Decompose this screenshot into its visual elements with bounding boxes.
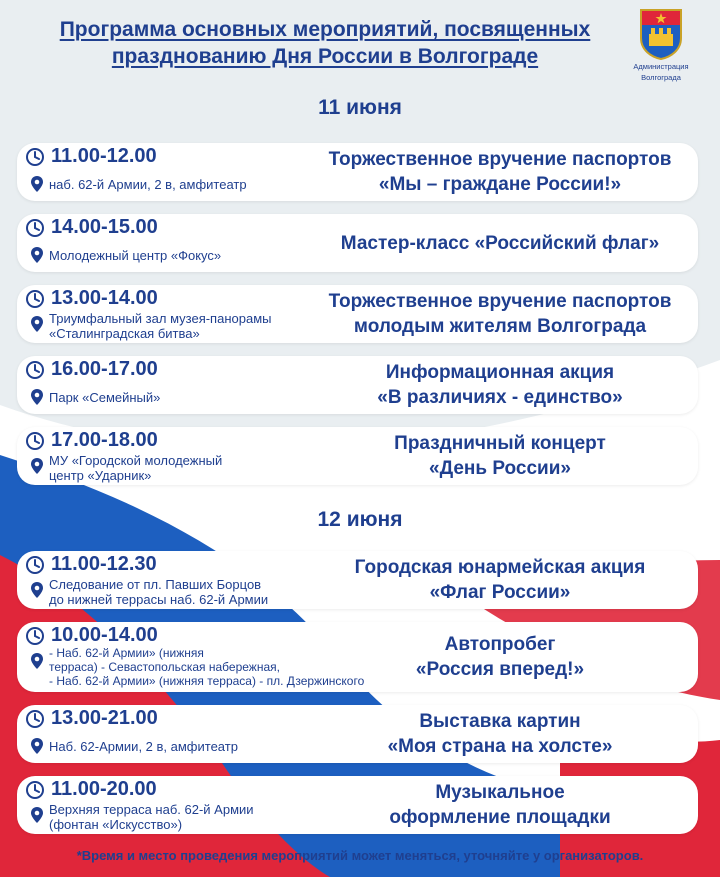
event-title [320, 709, 680, 759]
event-card [17, 551, 698, 609]
clock-icon [25, 218, 45, 238]
location-pin-icon [30, 175, 44, 193]
event-card [17, 705, 698, 763]
location-pin-icon [30, 315, 44, 333]
event-location-line: наб. 62-й Армии, 2 в, амфитеатр [49, 177, 247, 192]
event-location-line: до нижней террасы наб. 62-й Армии [49, 592, 269, 607]
event-location [49, 802, 254, 832]
event-location [49, 453, 222, 483]
event-location [49, 577, 268, 607]
event-title [320, 555, 680, 605]
event-location [49, 739, 238, 754]
event-time: 13.00-14.00 [51, 287, 158, 309]
event-title-line: оформление площадки [389, 807, 611, 828]
event-location-line: центр «Ударник» [49, 468, 152, 483]
clock-icon [25, 555, 45, 575]
event-location [49, 646, 364, 688]
event-location [49, 390, 160, 405]
event-card [17, 427, 698, 485]
location-pin-icon [30, 457, 44, 475]
event-card [17, 356, 698, 414]
footnote: *Время и место проведения мероприятий может меняться, уточняйте у организаторов. [76, 848, 644, 863]
clock-icon [25, 431, 45, 451]
event-title-line: «Флаг России» [429, 582, 571, 603]
location-pin-icon [30, 581, 44, 599]
page-title: Программа основных мероприятий, посвященных празднованию Дня России в Волгограде [59, 18, 591, 68]
event-time: 17.00-18.00 [51, 429, 158, 451]
event-location-line: Следование от пл. Павших Борцов [49, 577, 262, 592]
event-location-line: Наб. 62-Армии, 2 в, амфитеатр [49, 739, 238, 754]
event-title-line: Музыкальное [435, 782, 565, 803]
event-time: 11.00-12.30 [51, 553, 157, 575]
event-title-line: «Мы – граждане России!» [378, 174, 622, 195]
event-location-line: Триумфальный зал музея-панорамы [49, 311, 272, 326]
event-title [320, 632, 680, 682]
event-time: 11.00-20.00 [51, 778, 157, 800]
clock-icon [25, 709, 45, 729]
day-heading: 11 июня [318, 96, 402, 119]
clock-icon [25, 360, 45, 380]
event-location-line: - Наб. 62-й Армии» (нижняя терраса) - пл. Дзержинского [49, 674, 365, 688]
event-card [17, 214, 698, 272]
event-title [320, 289, 680, 339]
coat-of-arms-icon [639, 8, 683, 60]
event-title-line: Праздничный концерт [394, 433, 606, 454]
event-location [49, 311, 271, 341]
event-title-line: Информационная акция [385, 362, 615, 383]
event-location-line: (фонтан «Искусство») [49, 817, 183, 832]
event-title [320, 780, 680, 830]
day-heading: 12 июня [317, 508, 403, 531]
event-time: 13.00-21.00 [51, 707, 158, 729]
event-title [320, 431, 680, 481]
clock-icon [25, 147, 45, 167]
event-location-line: терраса) - Севастопольская набережная, [49, 660, 280, 674]
event-card [17, 143, 698, 201]
logo-caption: Администрация [633, 62, 689, 71]
event-location [49, 248, 221, 263]
clock-icon [25, 780, 45, 800]
event-title-line: молодым жителям Волгограда [353, 316, 647, 337]
event-title-line: «День России» [429, 458, 571, 479]
event-location-line: Парк «Семейный» [49, 390, 161, 405]
event-location-line: Верхняя терраса наб. 62-й Армии [49, 802, 254, 817]
event-title-line: «Россия вперед!» [415, 659, 585, 680]
event-title [320, 147, 680, 197]
event-card [17, 776, 698, 834]
location-pin-icon [30, 246, 44, 264]
logo-caption: Волгограда [641, 73, 681, 82]
location-pin-icon [30, 806, 44, 824]
event-time: 11.00-12.00 [51, 145, 157, 167]
event-time: 14.00-15.00 [51, 216, 158, 238]
event-title-line: «В различиях - единство» [377, 387, 623, 408]
event-title-line: Торжественное вручение паспортов [328, 149, 672, 170]
event-title [320, 231, 680, 256]
event-location [49, 177, 247, 192]
location-pin-icon [30, 388, 44, 406]
event-title [320, 360, 680, 410]
clock-icon [25, 289, 45, 309]
location-pin-icon [30, 652, 44, 670]
event-location-line: «Сталинградская битва» [49, 326, 200, 341]
event-location-line: МУ «Городской молодежный [49, 453, 223, 468]
event-title-line: Торжественное вручение паспортов [328, 291, 672, 312]
event-title-line: Городская юнармейская акция [354, 557, 646, 578]
clock-icon [25, 626, 45, 646]
event-card [17, 622, 698, 692]
event-location-line: - Наб. 62-й Армии» (нижняя [49, 646, 204, 660]
event-location-line: Молодежный центр «Фокус» [49, 248, 222, 263]
event-title-line: Мастер-класс «Российский флаг» [340, 232, 660, 254]
event-title-line: Выставка картин [419, 711, 581, 732]
event-title-line: «Моя страна на холсте» [387, 736, 613, 757]
city-logo [626, 8, 696, 82]
event-time: 16.00-17.00 [51, 358, 158, 380]
location-pin-icon [30, 737, 44, 755]
event-card [17, 285, 698, 343]
event-title-line: Автопробег [444, 634, 556, 655]
event-time: 10.00-14.00 [51, 624, 158, 646]
